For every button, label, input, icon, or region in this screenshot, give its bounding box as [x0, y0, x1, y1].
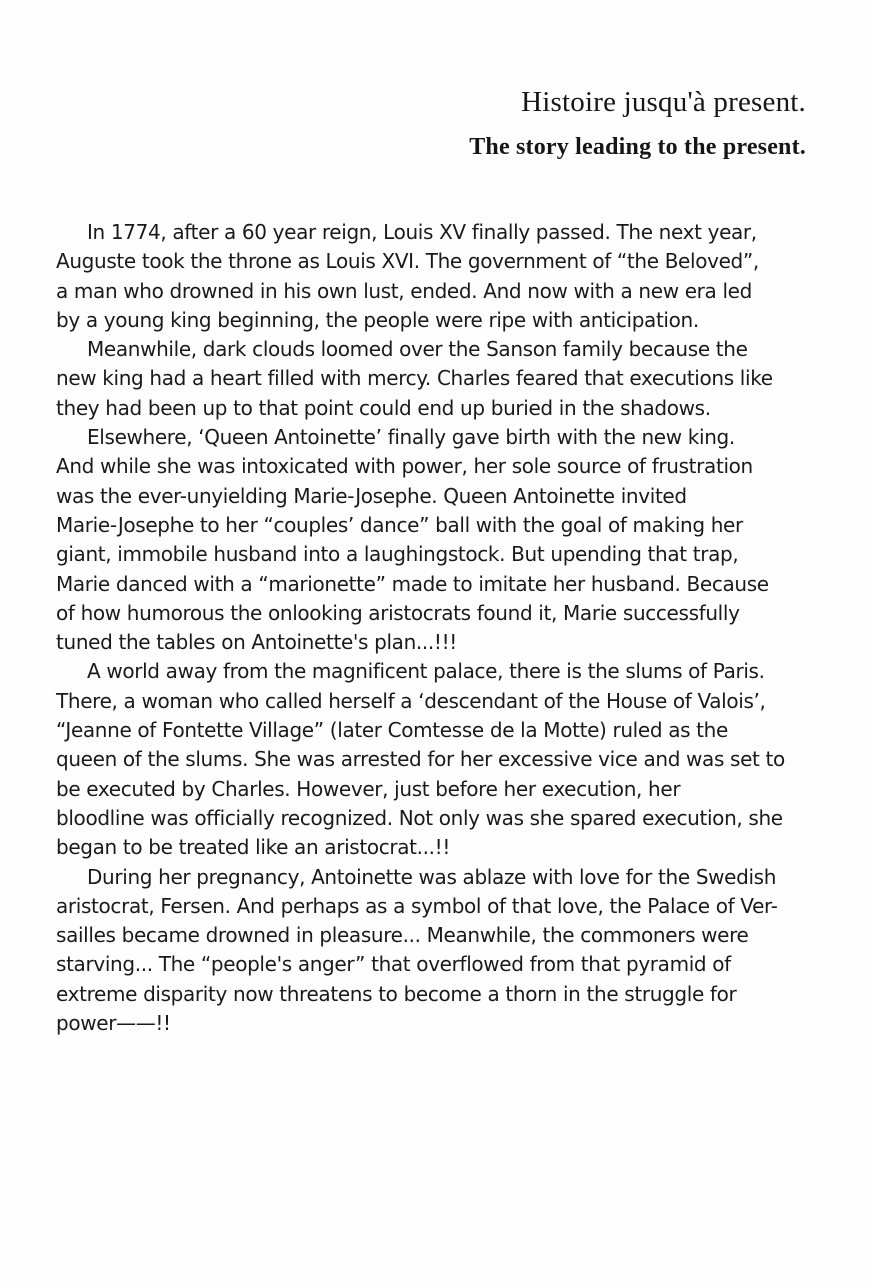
text-line: Elsewhere, ‘Queen Antoinette’ finally gave birth with the new king. [87, 425, 735, 450]
paragraph-5 [56, 863, 838, 1039]
text-line: A world away from the magnificent palace, there is the slums of Paris. [87, 659, 765, 684]
text-line: power——!! [56, 1011, 171, 1036]
text-line: starving... The “people's anger” that overflowed from that pyramid of [56, 952, 731, 977]
text-line: Meanwhile, dark clouds loomed over the Sanson family because the [87, 337, 748, 362]
page-header [469, 84, 806, 162]
text-line: During her pregnancy, Antoinette was ablaze with love for the Swedish [87, 864, 777, 889]
story-body [56, 218, 838, 1038]
text-line: new king had a heart filled with mercy. Charles feared that executions like [56, 366, 773, 391]
page-title-english: The story leading to the present. [469, 134, 806, 160]
page-title-french: Histoire jusqu'à present. [521, 86, 806, 118]
text-line: was the ever-unyielding Marie-Josephe. Queen Antoinette invited [56, 483, 687, 508]
text-line: There, a woman who called herself a ‘descendant of the House of Valois’, [56, 688, 766, 713]
text-line: queen of the slums. She was arrested for her excessive vice and was set to [56, 747, 785, 772]
text-line: bloodline was officially recognized. Not only was she spared execution, she [56, 805, 783, 830]
paragraph-1 [56, 218, 838, 335]
text-line: extreme disparity now threatens to become a thorn in the struggle for [56, 981, 737, 1006]
text-line: “Jeanne of Fontette Village” (later Comtesse de la Motte) ruled as the [56, 718, 728, 743]
text-line: tuned the tables on Antoinette's plan...!!! [56, 630, 457, 655]
text-line: aristocrat, Fersen. And perhaps as a symbol of that love, the Palace of Ver- [56, 893, 778, 918]
text-line: And while she was intoxicated with power, her sole source of frustration [56, 454, 753, 479]
text-line: by a young king beginning, the people were ripe with anticipation. [56, 307, 699, 332]
text-line: they had been up to that point could end up buried in the shadows. [56, 395, 711, 420]
text-line: In 1774, after a 60 year reign, Louis XV finally passed. The next year, [87, 220, 757, 244]
paragraph-2 [56, 335, 838, 423]
paragraph-3 [56, 423, 838, 657]
text-line: Marie-Josephe to her “couples’ dance” ball with the goal of making her [56, 512, 743, 537]
text-line: began to be treated like an aristocrat...!! [56, 835, 451, 860]
text-line: a man who drowned in his own lust, ended. And now with a new era led [56, 278, 752, 303]
text-line: be executed by Charles. However, just before her execution, her [56, 776, 681, 801]
text-line: Auguste took the throne as Louis XVI. The government of “the Beloved”, [56, 249, 759, 274]
paragraph-4 [56, 657, 838, 862]
text-line: of how humorous the onlooking aristocrats found it, Marie successfully [56, 600, 740, 625]
text-line: giant, immobile husband into a laughingstock. But upending that trap, [56, 542, 739, 567]
text-line: Marie danced with a “marionette” made to imitate her husband. Because [56, 571, 769, 596]
text-line: sailles became drowned in pleasure... Meanwhile, the commoners were [56, 923, 749, 948]
